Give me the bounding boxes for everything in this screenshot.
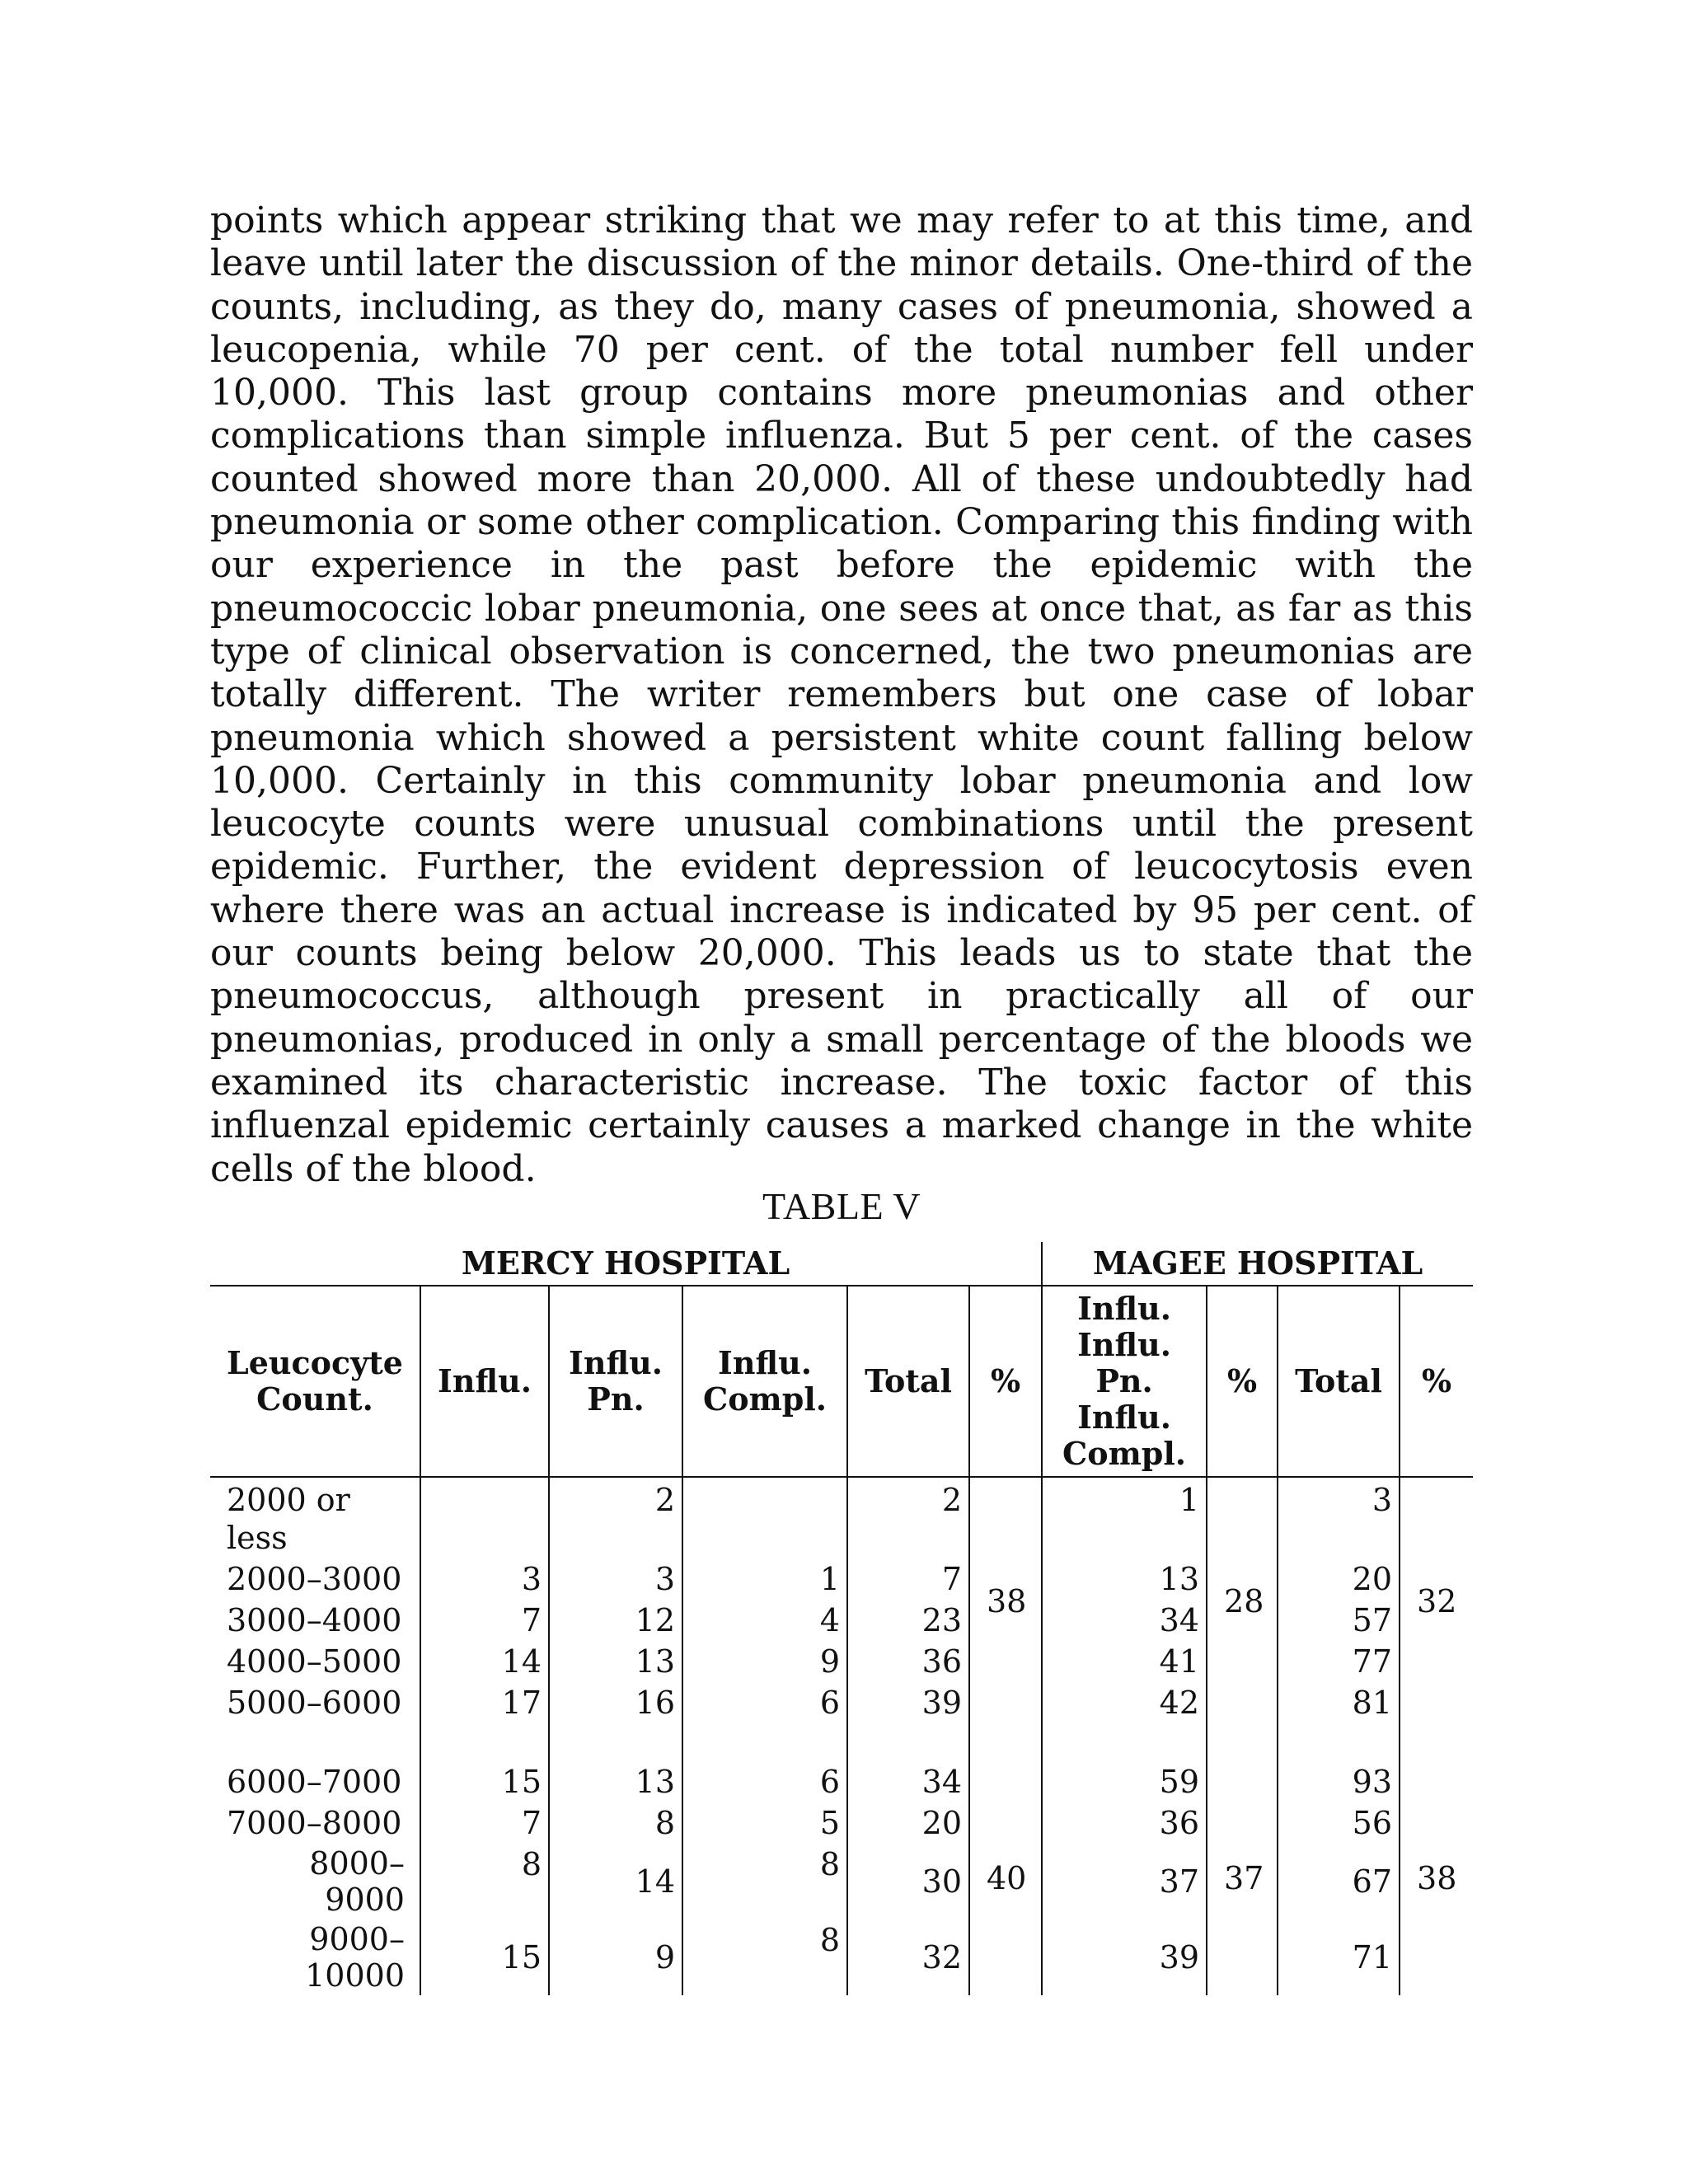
cell-magee: 37	[1042, 1844, 1207, 1919]
cell-magee: 59	[1042, 1761, 1207, 1802]
header-influ-compl: Influ. Compl.	[682, 1286, 847, 1477]
header-grand-pct: %	[1400, 1286, 1473, 1477]
table-row	[210, 1641, 1473, 1682]
table-spacer-row	[210, 1723, 1473, 1761]
cell-influ-pn: 8	[549, 1802, 682, 1844]
cell-magee-pct-group-2: 37	[1207, 1761, 1278, 1995]
cell-total: 23	[847, 1600, 969, 1641]
cell-count: 5000–6000	[227, 1685, 402, 1721]
cell-magee-pct-group-1: 28	[1207, 1477, 1278, 1723]
cell-influ-pn: 3	[549, 1558, 682, 1600]
cell-total: 2	[847, 1477, 969, 1558]
cell-grand-total: 20	[1278, 1558, 1400, 1600]
cell-magee: 41	[1042, 1641, 1207, 1682]
spacer-cell	[847, 1723, 969, 1761]
header-pct: %	[969, 1286, 1042, 1477]
spacer-cell	[1278, 1723, 1400, 1761]
cell-influ-compl: 5	[682, 1802, 847, 1844]
cell-influ-pn: 9	[549, 1919, 682, 1995]
header-magee-pct: %	[1207, 1286, 1278, 1477]
header-grand-total: Total	[1278, 1286, 1400, 1477]
cell-magee: 13	[1042, 1558, 1207, 1600]
spacer-cell	[682, 1723, 847, 1761]
cell-influ-pn: 13	[549, 1641, 682, 1682]
header-magee-combined	[1042, 1286, 1207, 1477]
cell-grand-total: 67	[1278, 1844, 1400, 1919]
cell-count	[210, 1919, 420, 1995]
cell-influ-compl: 8	[682, 1919, 847, 1995]
cell-magee: 39	[1042, 1919, 1207, 1995]
table-row	[210, 1558, 1473, 1600]
cell-count	[210, 1844, 420, 1919]
cell-influ-pn: 13	[549, 1761, 682, 1802]
cell-total: 7	[847, 1558, 969, 1600]
cell-count-line-1: 9000–	[309, 1921, 405, 1957]
cell-influ: 8	[420, 1844, 549, 1919]
table-title: TABLE V	[762, 1185, 921, 1227]
cell-grand-total: 71	[1278, 1919, 1400, 1995]
cell-magee: 1	[1042, 1477, 1207, 1558]
magee-header-line-2: Influ.	[1077, 1326, 1171, 1363]
cell-mercy-pct-group-1: 38	[969, 1477, 1042, 1723]
cell-count: 4000–5000	[227, 1643, 402, 1680]
header-leucocyte-count: Leucocyte Count.	[210, 1286, 420, 1477]
header-influ-pn: Influ. Pn.	[549, 1286, 682, 1477]
cell-grand-pct-group-2: 38	[1400, 1761, 1473, 1995]
cell-influ-pn: 12	[549, 1600, 682, 1641]
cell-count: 2000 or less	[227, 1482, 350, 1556]
spacer-cell	[420, 1723, 549, 1761]
cell-influ	[420, 1477, 549, 1558]
cell-grand-total: 77	[1278, 1641, 1400, 1682]
leucocyte-table	[210, 1242, 1473, 1995]
table-row	[210, 1919, 1473, 1995]
cell-count-line-2: 9000	[325, 1882, 405, 1918]
cell-total: 20	[847, 1802, 969, 1844]
cell-influ: 7	[420, 1802, 549, 1844]
cell-influ: 7	[420, 1600, 549, 1641]
cell-total: 34	[847, 1761, 969, 1802]
magee-header-line-4: Influ.	[1077, 1399, 1171, 1436]
cell-grand-total: 56	[1278, 1802, 1400, 1844]
cell-grand-total: 57	[1278, 1600, 1400, 1641]
cell-influ: 17	[420, 1682, 549, 1723]
cell-influ-compl: 8	[682, 1844, 847, 1919]
cell-grand-total: 93	[1278, 1761, 1400, 1802]
cell-count: 3000–4000	[227, 1602, 402, 1638]
cell-influ-compl: 9	[682, 1641, 847, 1682]
group-header-row	[210, 1242, 1473, 1286]
spacer-cell	[210, 1723, 420, 1761]
cell-influ-compl	[682, 1477, 847, 1558]
cell-influ: 15	[420, 1919, 549, 1995]
cell-magee: 36	[1042, 1802, 1207, 1844]
spacer-cell	[1042, 1723, 1207, 1761]
table-row	[210, 1844, 1473, 1919]
cell-total: 36	[847, 1641, 969, 1682]
cell-count-line-1: 8000–	[309, 1845, 405, 1882]
magee-header-line-3: Pn.	[1095, 1362, 1153, 1399]
table-row	[210, 1682, 1473, 1723]
magee-header-line-1: Influ.	[1077, 1290, 1171, 1327]
cell-magee: 42	[1042, 1682, 1207, 1723]
document-page	[210, 199, 1473, 1994]
table-row	[210, 1802, 1473, 1844]
cell-count: 7000–8000	[227, 1805, 402, 1841]
spacer-cell	[1400, 1723, 1473, 1761]
spacer-cell	[549, 1723, 682, 1761]
cell-influ-compl: 6	[682, 1761, 847, 1802]
cell-mercy-pct-group-2: 40	[969, 1761, 1042, 1995]
cell-influ-pn: 16	[549, 1682, 682, 1723]
magee-header-line-5: Compl.	[1062, 1435, 1187, 1472]
column-header-row	[210, 1286, 1473, 1477]
cell-grand-total: 3	[1278, 1477, 1400, 1558]
cell-count-line-2: 10000	[305, 1957, 405, 1994]
table-row	[210, 1600, 1473, 1641]
cell-total: 32	[847, 1919, 969, 1995]
cell-influ: 15	[420, 1761, 549, 1802]
cell-influ-compl: 4	[682, 1600, 847, 1641]
cell-influ-pn: 2	[549, 1477, 682, 1558]
cell-grand-total: 81	[1278, 1682, 1400, 1723]
cell-influ-compl: 6	[682, 1682, 847, 1723]
cell-count: 6000–7000	[227, 1764, 402, 1800]
mercy-hospital-header: MERCY HOSPITAL	[210, 1242, 1042, 1286]
header-influ: Influ.	[420, 1286, 549, 1477]
table-row	[210, 1477, 1473, 1558]
cell-influ: 14	[420, 1641, 549, 1682]
cell-magee: 34	[1042, 1600, 1207, 1641]
spacer-cell	[1207, 1723, 1278, 1761]
cell-influ: 3	[420, 1558, 549, 1600]
cell-influ-pn: 14	[549, 1844, 682, 1919]
header-total: Total	[847, 1286, 969, 1477]
cell-grand-pct-group-1: 32	[1400, 1477, 1473, 1723]
spacer-cell	[969, 1723, 1042, 1761]
cell-total: 39	[847, 1682, 969, 1723]
body-paragraph: points which appear striking that we may refer to at this time, and leave until later the discussion of the minor details. One-third of the counts, including, as they do, many cases of pneumonia, showed a leucopenia, while 70 per cent. of the total number fell under 10,000. This last group contains more pneumonias and other complications than simple influenza. But 5 per cent. of the cases counted showed more than 20,000. All of these undoubtedly had pneumonia or some other complication. Comparing this finding with our experience in the past before the epidemic with the pneumococcic lobar pneumonia, one sees at once that, as far as this type of clinical observation is concerned, the two pneumonias are totally different. The writer remembers but one case of lobar pneumonia which showed a persistent white count falling below 10,000. Certainly in this community lobar pneumonia and low leucocyte counts were unusual combinations until the present epidemic. Further, the evident depression of leucocytosis even where there was an actual increase is indicated by 95 per cent. of our counts being below 20,000. This leads us to state that the pneumococcus, although present in practically all of our pneumonias, produced in only a small percentage of the bloods we examined its characteristic increase. The toxic factor of this influenzal epidemic certainly causes a marked change in the white cells of the blood.	[210, 199, 1473, 1190]
cell-total: 30	[847, 1844, 969, 1919]
cell-count: 2000–3000	[227, 1561, 402, 1597]
magee-hospital-header: MAGEE HOSPITAL	[1042, 1242, 1473, 1286]
cell-influ-compl: 1	[682, 1558, 847, 1600]
table-row	[210, 1761, 1473, 1802]
